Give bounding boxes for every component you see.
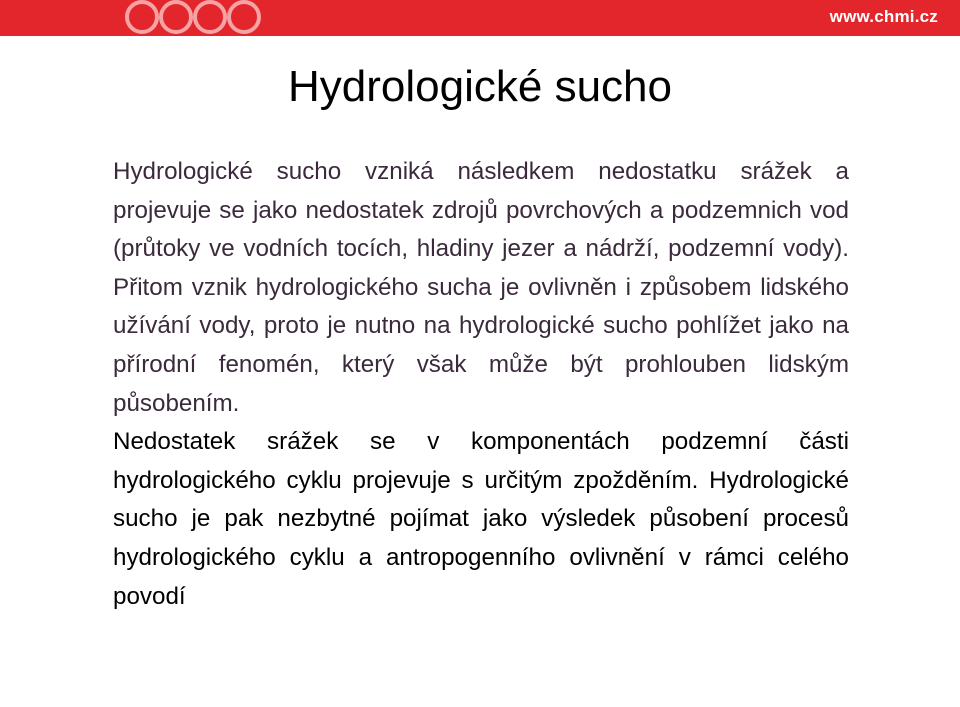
paragraph-intro: Hydrologické sucho vzniká následkem nedostatku srážek a projevuje se jako nedostatek zdrojů povrchových a podzemnich vod (průtoky ve vodních tocích, hladiny jezer a nádrží, podzemní vody). Přitom vznik hydrologického sucha je ovlivněn i způsobem lidského užívání vody, proto je nutno na hydrologické sucho pohlížet jako na přírodní fenomén, který však může být prohlouben lidským působením. bbox=[113, 158, 849, 417]
chmi-logo-icon bbox=[110, 0, 280, 36]
slide-title: Hydrologické sucho bbox=[288, 62, 672, 111]
slide-body bbox=[113, 153, 849, 616]
header-bar bbox=[0, 0, 960, 36]
paragraph-conclusion: Nedostatek srážek se v komponentách podzemní části hydrologického cyklu projevuje s určitým zpožděním. Hydrologické sucho je pak nezbytné pojímat jako výsledek působení procesů hydrologického cyklu a antropogenního ovlivnění v rámci celého povodí bbox=[113, 428, 849, 610]
website-url: www.chmi.cz bbox=[829, 7, 938, 26]
